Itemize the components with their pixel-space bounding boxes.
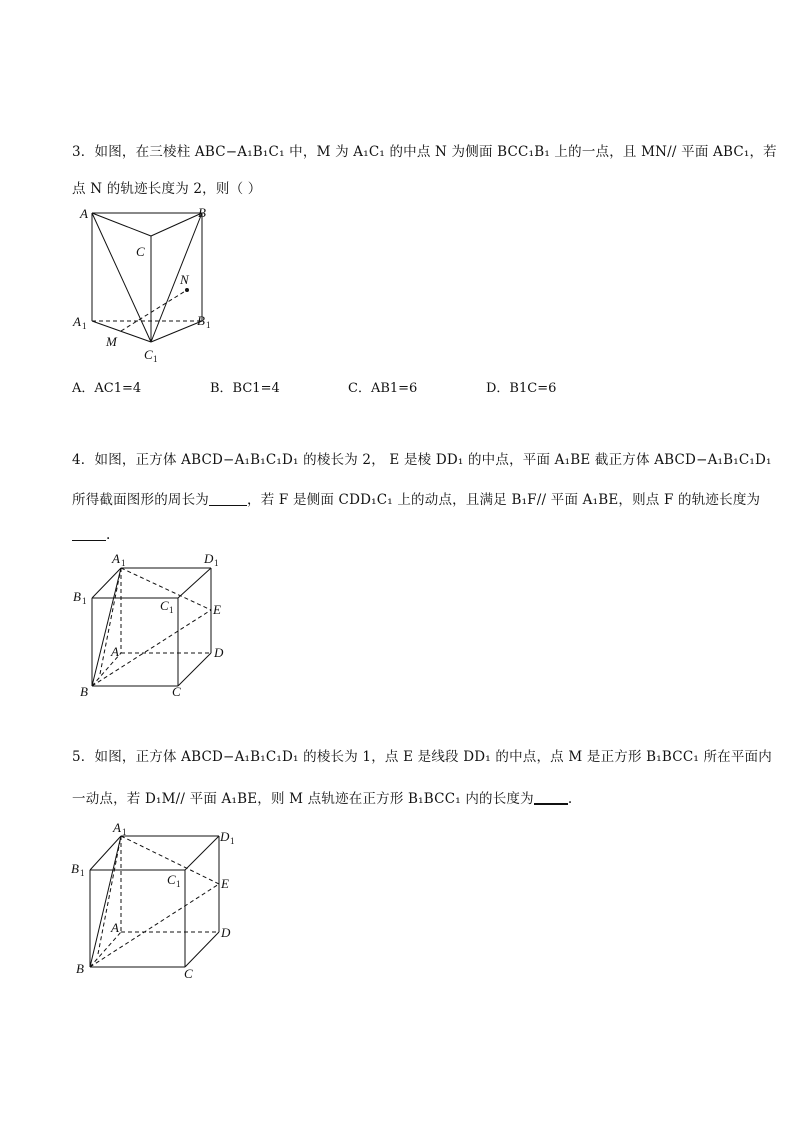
- q3-label-b1-sub: 1: [206, 320, 211, 330]
- q4-line-2a: 所得截面图形的周长为: [72, 492, 209, 508]
- q3-label-m: M: [106, 334, 117, 349]
- q4-label-a: A: [111, 644, 119, 659]
- q3-label-a1: A: [73, 314, 81, 329]
- q5-line-1: 5．如图，正方体 ABCD−A₁B₁C₁D₁ 的棱长为 1，点 E 是线段 DD₁ 的中点，点 M 是正方形 B₁BCC₁ 所在平面内: [72, 749, 772, 765]
- q3-option-d: D．B1C=6: [486, 381, 557, 396]
- q4-line-3-period: .: [106, 527, 111, 543]
- q3-label-a: A: [80, 206, 88, 221]
- q5-label-c: C: [184, 966, 193, 981]
- q4-label-d1-sub: 1: [214, 558, 219, 568]
- q3-option-b: B．BC1=4: [210, 381, 280, 396]
- q3-label-c: C: [136, 244, 145, 259]
- q5-label-a1-sub: 1: [122, 827, 127, 837]
- q4-label-e: E: [213, 602, 221, 617]
- q4-label-a1-sub: 1: [121, 558, 126, 568]
- q5-label-c1-sub: 1: [176, 879, 181, 889]
- q5-label-b1: B: [71, 861, 79, 876]
- q5-label-d1: D: [220, 829, 230, 844]
- q4-line-2b: ，若 F 是侧面 CDD₁C₁ 上的动点，且满足 B₁F// 平面 A₁BE，则点 F 的轨迹长度为: [247, 492, 761, 508]
- q5-cube-figure: [68, 818, 248, 983]
- q5-label-a1: A: [113, 820, 121, 835]
- q3-label-b1: B: [197, 313, 205, 328]
- q3-line-2: 点 N 的轨迹长度为 2，则（ ）: [72, 181, 262, 197]
- q5-label-b: B: [76, 961, 84, 976]
- q3-label-n: N: [180, 272, 189, 287]
- q5-label-e: E: [221, 876, 229, 891]
- q4-label-a1: A: [112, 551, 120, 566]
- q3-label-c1: C: [144, 347, 153, 362]
- q4-blank-2: [72, 528, 106, 541]
- q4-line-1: 4．如图，正方体 ABCD−A₁B₁C₁D₁ 的棱长为 2， E 是棱 DD₁ 的中点，平面 A₁BE 截正方体 ABCD−A₁B₁C₁D₁: [72, 452, 772, 468]
- q4-label-b1: B: [73, 589, 81, 604]
- q5-line-2a: 一动点，若 D₁M// 平面 A₁BE，则 M 点轨迹在正方形 B₁BCC₁ 内的长度为: [72, 791, 534, 807]
- q3-label-a1-sub: 1: [82, 321, 87, 331]
- q4-line-2: [72, 488, 760, 508]
- q4-label-b: B: [80, 684, 88, 699]
- q5-label-d: D: [221, 925, 231, 940]
- q3-label-b: B: [198, 205, 206, 220]
- q3-label-c1-sub: 1: [153, 354, 158, 364]
- q3-option-a: A．AC1=4: [72, 381, 142, 396]
- q4-line-3: [72, 527, 111, 543]
- q5-label-a: A: [111, 920, 119, 935]
- q4-label-d1: D: [204, 551, 214, 566]
- q4-label-b1-sub: 1: [82, 596, 87, 606]
- q3-line-1: 3．如图，在三棱柱 ABC−A₁B₁C₁ 中，M 为 A₁C₁ 的中点 N 为侧面 BCC₁B₁ 上的一点，且 MN// 平面 ABC₁，若: [72, 144, 777, 160]
- q5-label-b1-sub: 1: [80, 868, 85, 878]
- q5-line-2: [72, 787, 572, 807]
- q4-label-c1: C: [160, 598, 169, 613]
- q4-label-c: C: [172, 684, 181, 699]
- q4-label-c1-sub: 1: [169, 605, 174, 615]
- q3-prism-figure: [60, 198, 230, 373]
- q5-blank: [534, 791, 568, 805]
- q4-label-d: D: [214, 645, 224, 660]
- q3-option-c: C．AB1=6: [348, 381, 418, 396]
- q5-line-2b: .: [567, 791, 573, 807]
- q5-label-c1: C: [167, 872, 176, 887]
- q4-blank-1: [209, 493, 247, 506]
- q4-cube-figure: [68, 546, 248, 701]
- q5-label-d1-sub: 1: [230, 836, 235, 846]
